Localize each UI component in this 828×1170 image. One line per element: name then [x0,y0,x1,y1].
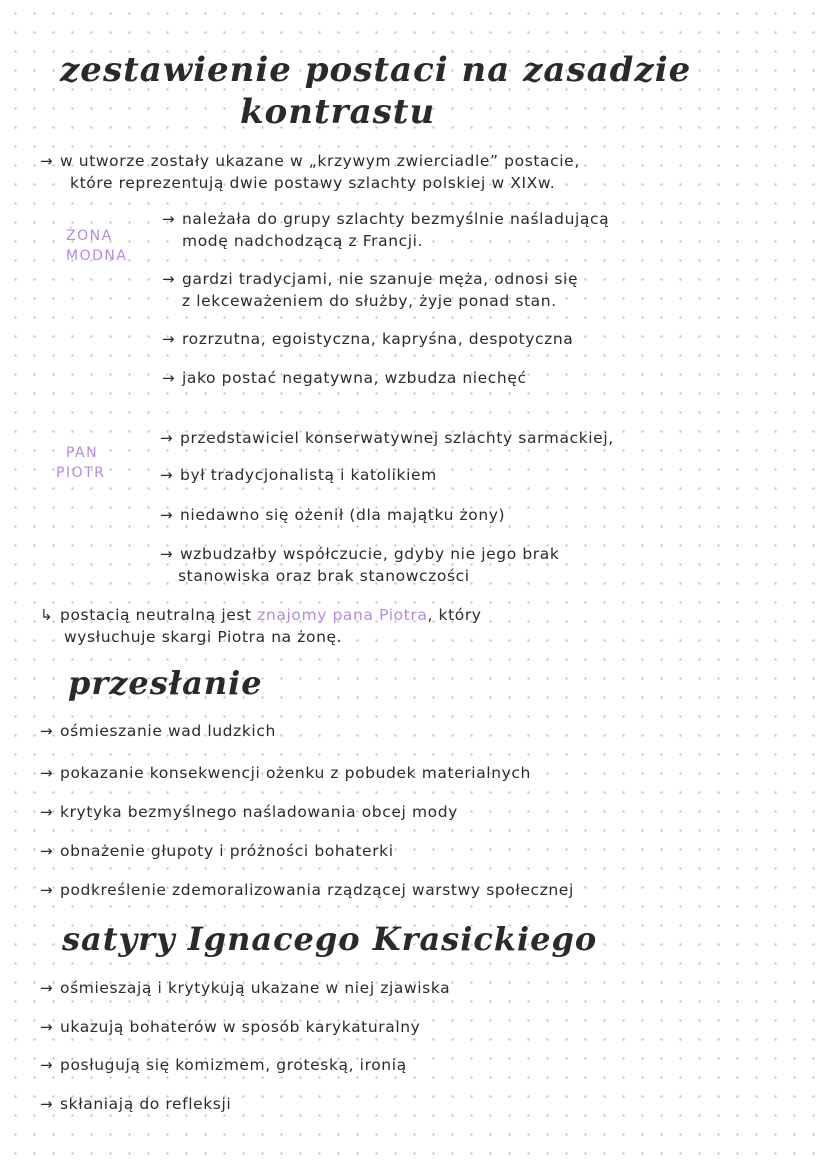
zona-bullet-2-cont: z lekceważeniem do służby, żyje ponad stan. [182,292,557,310]
highlight-text: znajomy pana Piotra [257,606,428,624]
list-item: → obnażenie głupoty i próżności bohaterki [40,842,394,860]
intro-line-2: które reprezentują dwie postawy szlachty polskiej w XIXw. [70,174,556,192]
neutral-line-1: ↳ postacią neutralną jest znajomy pana Piotra, który [40,606,482,624]
list-item: → podkreślenie zdemoralizowania rządzącej warstwy społecznej [40,881,574,899]
arrow-icon: → [160,466,174,484]
label-modna: MODNA [66,248,128,264]
arrow-icon: → [40,881,54,899]
page-title-line-1: zestawienie postaci na zasadzie [60,50,692,90]
pan-bullet-4: → wzbudzałby współczucie, gdyby nie jego brak [160,545,560,563]
list-item: → skłaniają do refleksji [40,1095,232,1113]
zona-bullet-2: → gardzi tradycjami, nie szanuje męża, odnosi się [162,270,579,288]
pan-bullet-1: → przedstawiciel konserwatywnej szlachty sarmackiej, [160,429,614,447]
page-title-line-2: kontrastu [240,92,436,132]
arrow-icon: → [162,210,176,228]
list-item: → posługują się komizmem, groteską, ironią [40,1056,407,1074]
arrow-icon: → [162,270,176,288]
return-arrow-icon: ↳ [40,606,54,624]
arrow-icon: → [40,1018,54,1036]
pan-bullet-4-cont: stanowiska oraz brak stanowczości [178,567,470,585]
arrow-icon: → [160,545,174,563]
neutral-line-2: wysłuchuje skargi Piotra na żonę. [64,628,343,646]
arrow-icon: → [162,369,176,387]
arrow-icon: → [40,842,54,860]
label-zona: ŻONA [66,228,113,244]
arrow-icon: → [160,429,174,447]
arrow-icon: → [40,1095,54,1113]
zona-bullet-1-cont: modę nadchodzącą z Francji. [182,232,424,250]
label-pan: PAN [66,445,99,461]
list-item: → ośmieszają i krytykują ukazane w niej zjawiska [40,979,451,997]
arrow-icon: → [160,506,174,524]
list-item: → ośmieszanie wad ludzkich [40,722,276,740]
list-item: → krytyka bezmyślnego naśladowania obcej mody [40,803,458,821]
pan-bullet-3: → niedawno się ożenił (dla majątku żony) [160,506,506,524]
arrow-icon: → [162,330,176,348]
section-title-przeslanie: przesłanie [68,664,263,702]
pan-bullet-2: → był tradycjonalistą i katolikiem [160,466,437,484]
list-item: → pokazanie konsekwencji ożenku z pobudek materialnych [40,764,531,782]
zona-bullet-1: → należała do grupy szlachty bezmyślnie naśladującą [162,210,610,228]
zona-bullet-3: → rozrzutna, egoistyczna, kapryśna, despotyczna [162,330,574,348]
section-title-satyry: satyry Ignacego Krasickiego [62,920,598,958]
arrow-icon: → [40,764,54,782]
arrow-icon: → [40,979,54,997]
zona-bullet-4: → jako postać negatywna, wzbudza niechęć [162,369,527,387]
arrow-icon: → [40,722,54,740]
intro-line-1: → w utworze zostały ukazane w „krzywym zwierciadle” postacie, [40,152,580,170]
arrow-icon: → [40,803,54,821]
list-item: → ukazują bohaterów w sposób karykaturalny [40,1018,421,1036]
label-piotr: PIOTR [56,465,106,481]
arrow-icon: → [40,152,54,170]
arrow-icon: → [40,1056,54,1074]
